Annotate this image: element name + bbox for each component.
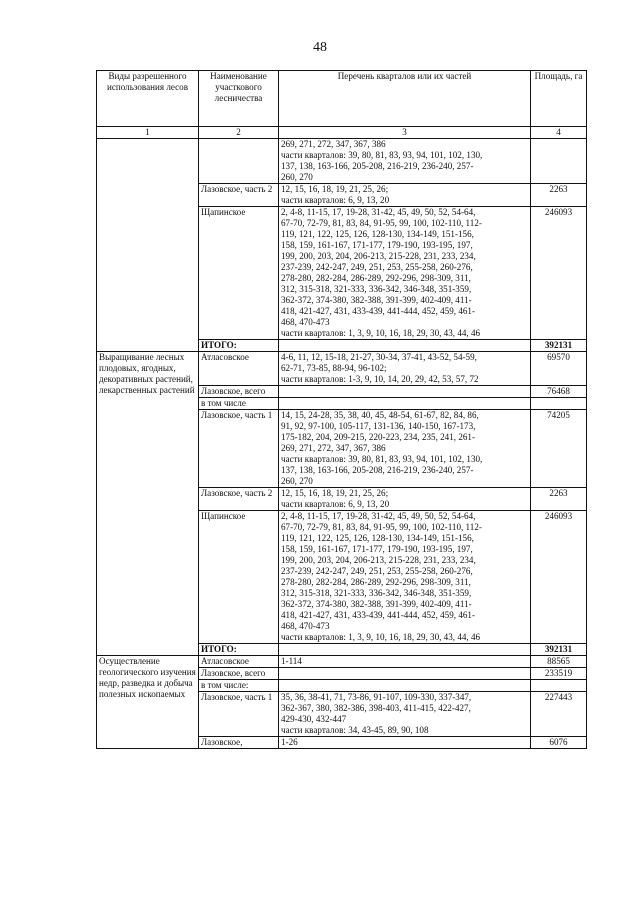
quarters-cell [279, 139, 531, 184]
area-value-cell [531, 398, 587, 410]
total-label: ИТОГО: [199, 644, 279, 656]
column-number: 3 [279, 127, 531, 139]
quarters-line: 158, 159, 161-167, 171-177, 179-190, 193-195, 197, [281, 240, 473, 250]
quarters-line: части кварталов: 1, 3, 9, 10, 16, 18, 29, 30, 43, 44, 46 [281, 632, 481, 642]
quarters-line: части кварталов: 34, 43-45, 89, 90, 108 [281, 725, 429, 735]
quarters-line: 1-114 [281, 656, 302, 666]
quarters-line: части кварталов: 1, 3, 9, 10, 16, 18, 29, 30, 43, 44, 46 [281, 328, 481, 338]
quarters-cell [279, 644, 531, 656]
quarters-line: 278-280, 282-284, 286-289, 292-296, 298-309, 311, [281, 273, 471, 283]
quarters-line: 269, 271, 272, 347, 367, 386 [281, 139, 386, 149]
forestry-name-cell: Лазовское, часть 2 [199, 184, 279, 207]
forestry-name-cell [199, 139, 279, 184]
quarters-line: части кварталов: 6, 9, 13, 20 [281, 499, 390, 509]
forestry-name-cell: в том числе: [199, 680, 279, 692]
quarters-line: 312, 315-318, 321-333, 336-342, 346-348, 351-359, [281, 588, 472, 598]
quarters-line: 119, 121, 122, 125, 126, 128-130, 134-149, 151-156, [281, 229, 474, 239]
total-area-value: 392131 [531, 340, 587, 352]
quarters-line: 429-430, 432-447 [281, 714, 347, 724]
forestry-name-cell: Щапинское [199, 207, 279, 340]
quarters-line: 312, 315-318, 321-333, 336-342, 346-348, 351-359, [281, 284, 472, 294]
forestry-name-cell: Лазовское, часть 2 [199, 488, 279, 511]
quarters-line: 4-6, 11, 12, 15-18, 21-27, 30-34, 37-41, 43-52, 54-59, [281, 352, 477, 362]
quarters-line: 119, 121, 122, 125, 126, 128-130, 134-149, 151-156, [281, 533, 474, 543]
quarters-line: части кварталов: 6, 9, 13, 20 [281, 195, 390, 205]
area-value-cell: 227443 [531, 692, 587, 737]
area-value-cell: 246093 [531, 207, 587, 340]
area-value-cell: 2263 [531, 184, 587, 207]
total-area-value: 392131 [531, 644, 587, 656]
quarters-line: 418, 421-427, 431, 433-439, 441-444, 452, 459, 461- [281, 306, 475, 316]
quarters-line: 260, 270 [281, 172, 313, 182]
quarters-cell [279, 692, 531, 737]
quarters-line: 91, 92, 97-100, 105-117, 131-136, 140-150, 167-173, [281, 421, 476, 431]
column-number: 4 [531, 127, 587, 139]
usage-type-cell: Выращивание лесных плодовых, ягодных, декоративных растений, лекарственных растений [97, 352, 199, 656]
quarters-line: 67-70, 72-79, 81, 83, 84, 91-95, 99, 100, 102-110, 112- [281, 218, 482, 228]
area-value-cell: 76468 [531, 386, 587, 398]
page-number: 48 [313, 40, 327, 55]
table-row [97, 656, 587, 668]
area-value-cell: 246093 [531, 511, 587, 644]
area-value-cell: 69570 [531, 352, 587, 386]
forestry-name-cell: Атласовское [199, 352, 279, 386]
area-value-cell: 2263 [531, 488, 587, 511]
quarters-line: 158, 159, 161-167, 171-177, 179-190, 193-195, 197, [281, 544, 473, 554]
area-value-cell: 74205 [531, 410, 587, 488]
quarters-line: 137, 138, 163-166, 205-208, 216-219, 236-240, 257- [281, 161, 474, 171]
quarters-line: 137, 138, 163-166, 205-208, 216-219, 236-240, 257- [281, 465, 474, 475]
quarters-line: 260, 270 [281, 476, 313, 486]
quarters-line: 362-372, 374-380, 382-388, 391-399, 402-409, 411- [281, 295, 472, 305]
header-forestry-name: Наименование участкового лесничества [199, 71, 279, 127]
quarters-line: 12, 15, 16, 18, 19, 21, 25, 26; [281, 488, 389, 498]
area-value-cell: 88565 [531, 656, 587, 668]
quarters-line: 1-26 [281, 737, 298, 747]
forestry-name-cell: в том числе [199, 398, 279, 410]
usage-type-cell [97, 139, 199, 352]
forest-use-table [96, 70, 587, 749]
column-number-row [97, 127, 587, 139]
forestry-name-cell: Лазовское, часть 1 [199, 692, 279, 737]
area-value-cell [531, 139, 587, 184]
forestry-name-cell: Лазовское, всего [199, 668, 279, 680]
area-value-cell: 233519 [531, 668, 587, 680]
quarters-line: 237-239, 242-247, 249, 251, 253, 255-258, 260-276, [281, 262, 473, 272]
header-row [97, 71, 587, 127]
quarters-line: 362-367, 380, 382-386, 398-403, 411-415, 422-427, [281, 703, 471, 713]
forestry-name-cell: Лазовское, часть 1 [199, 410, 279, 488]
table-row [97, 352, 587, 386]
quarters-line: 199, 200, 203, 204, 206-213, 215-228, 231, 233, 234, [281, 251, 476, 261]
quarters-line: 278-280, 282-284, 286-289, 292-296, 298-309, 311, [281, 577, 471, 587]
quarters-cell [279, 184, 531, 207]
quarters-cell [279, 340, 531, 352]
forestry-name-cell: Лазовское, [199, 737, 279, 749]
quarters-line: части кварталов: 39, 80, 81, 83, 93, 94, 101, 102, 130, [281, 454, 483, 464]
quarters-cell [279, 737, 531, 749]
quarters-cell [279, 668, 531, 680]
quarters-line: 468, 470-473 [281, 317, 330, 327]
quarters-line: 14, 15, 24-28, 35, 38, 40, 45, 48-54, 61-67, 82, 84, 86, [281, 410, 479, 420]
quarters-cell [279, 511, 531, 644]
header-usage-type: Виды разрешенного использования лесов [97, 71, 199, 127]
quarters-cell [279, 656, 531, 668]
quarters-line: 418, 421-427, 431, 433-439, 441-444, 452, 459, 461- [281, 610, 475, 620]
quarters-cell [279, 207, 531, 340]
quarters-line: 468, 470-473 [281, 621, 330, 631]
quarters-line: 62-71, 73-85, 88-94, 96-102; [281, 363, 387, 373]
quarters-line: части кварталов: 1-3, 9, 10, 14, 20, 29, 42, 53, 57, 72 [281, 374, 479, 384]
quarters-line: 362-372, 374-380, 382-388, 391-399, 402-409, 411- [281, 599, 472, 609]
forestry-name-cell: Лазовское, всего [199, 386, 279, 398]
quarters-line: 2, 4-8, 11-15, 17, 19-28, 31-42, 45, 49, 50, 52, 54-64, [281, 207, 476, 217]
usage-type-cell: Осуществление геологического изучения недр, разведка и добыча полезных ископаемых [97, 656, 199, 749]
forestry-name-cell: Атласовское [199, 656, 279, 668]
quarters-line: 67-70, 72-79, 81, 83, 84, 91-95, 99, 100, 102-110, 112- [281, 522, 482, 532]
header-area: Площадь, га [531, 71, 587, 127]
quarters-cell [279, 680, 531, 692]
forestry-name-cell: Щапинское [199, 511, 279, 644]
quarters-line: 12, 15, 16, 18, 19, 21, 25, 26; [281, 184, 389, 194]
area-value-cell [531, 680, 587, 692]
quarters-line: 2, 4-8, 11-15, 17, 19-28, 31-42, 45, 49, 50, 52, 54-64, [281, 511, 476, 521]
quarters-line: 35, 36, 38-41, 71, 73-86, 91-107, 109-330, 337-347, [281, 692, 472, 702]
quarters-cell [279, 488, 531, 511]
quarters-cell [279, 398, 531, 410]
quarters-line: части кварталов: 39, 80, 81, 83, 93, 94, 101, 102, 130, [281, 150, 483, 160]
quarters-line: 237-239, 242-247, 249, 251, 253, 255-258, 260-276, [281, 566, 473, 576]
area-value-cell: 6076 [531, 737, 587, 749]
quarters-cell [279, 386, 531, 398]
total-label: ИТОГО: [199, 340, 279, 352]
table-row [97, 139, 587, 184]
quarters-line: 269, 271, 272, 347, 367, 386 [281, 443, 386, 453]
quarters-cell [279, 410, 531, 488]
column-number: 2 [199, 127, 279, 139]
header-quarters-list: Перечень кварталов или их частей [279, 71, 531, 127]
quarters-cell [279, 352, 531, 386]
column-number: 1 [97, 127, 199, 139]
quarters-line: 199, 200, 203, 204, 206-213, 215-228, 231, 233, 234, [281, 555, 476, 565]
quarters-line: 175-182, 204, 209-215, 220-223, 234, 235, 241, 261- [281, 432, 475, 442]
